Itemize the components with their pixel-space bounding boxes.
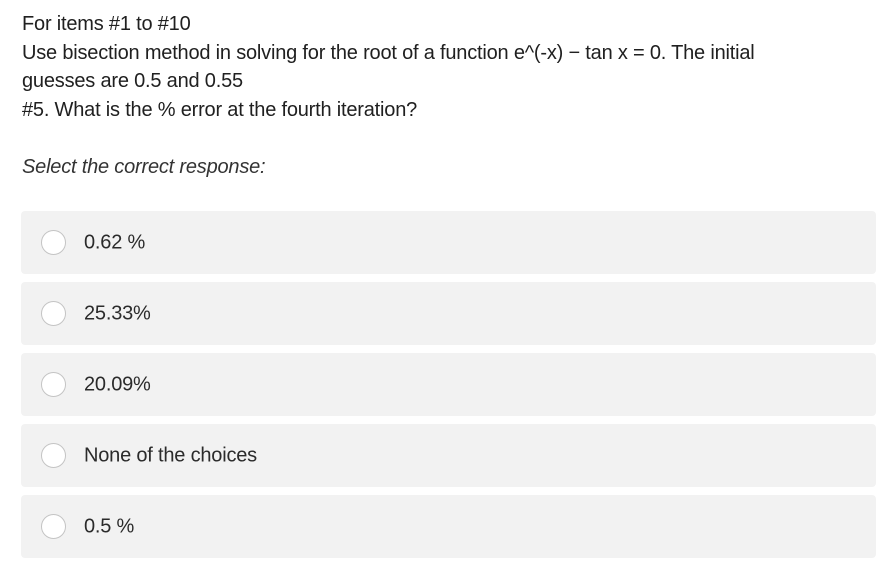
answer-choice-label: None of the choices	[84, 444, 257, 466]
question-text	[22, 10, 872, 124]
radio-button-icon[interactable]	[41, 514, 66, 539]
answer-choice-label: 0.62 %	[84, 231, 146, 253]
question-line-instructions: Use bisection method in solving for the root of a function e^(-x) − tan x = 0. The initial	[22, 41, 755, 64]
answer-choice-5[interactable]	[21, 495, 876, 558]
answer-choice-2[interactable]	[21, 282, 876, 345]
radio-button-icon[interactable]	[41, 230, 66, 255]
answer-choices-list	[21, 211, 876, 558]
answer-choice-label: 0.5 %	[84, 515, 135, 537]
question-line-item-5: #5. What is the % error at the fourth iteration?	[22, 98, 418, 121]
question-line-initial-guesses: guesses are 0.5 and 0.55	[22, 70, 243, 93]
question-line-items-range: For items #1 to #10	[22, 13, 191, 35]
answer-choice-3[interactable]	[21, 353, 876, 416]
radio-button-icon[interactable]	[41, 301, 66, 326]
select-response-prompt: Select the correct response:	[22, 156, 266, 178]
answer-choice-label: 25.33%	[84, 302, 151, 324]
radio-button-icon[interactable]	[41, 372, 66, 397]
answer-choice-1[interactable]	[21, 211, 876, 274]
radio-button-icon[interactable]	[41, 443, 66, 468]
answer-choice-4[interactable]	[21, 424, 876, 487]
answer-choice-label: 20.09%	[84, 373, 151, 395]
